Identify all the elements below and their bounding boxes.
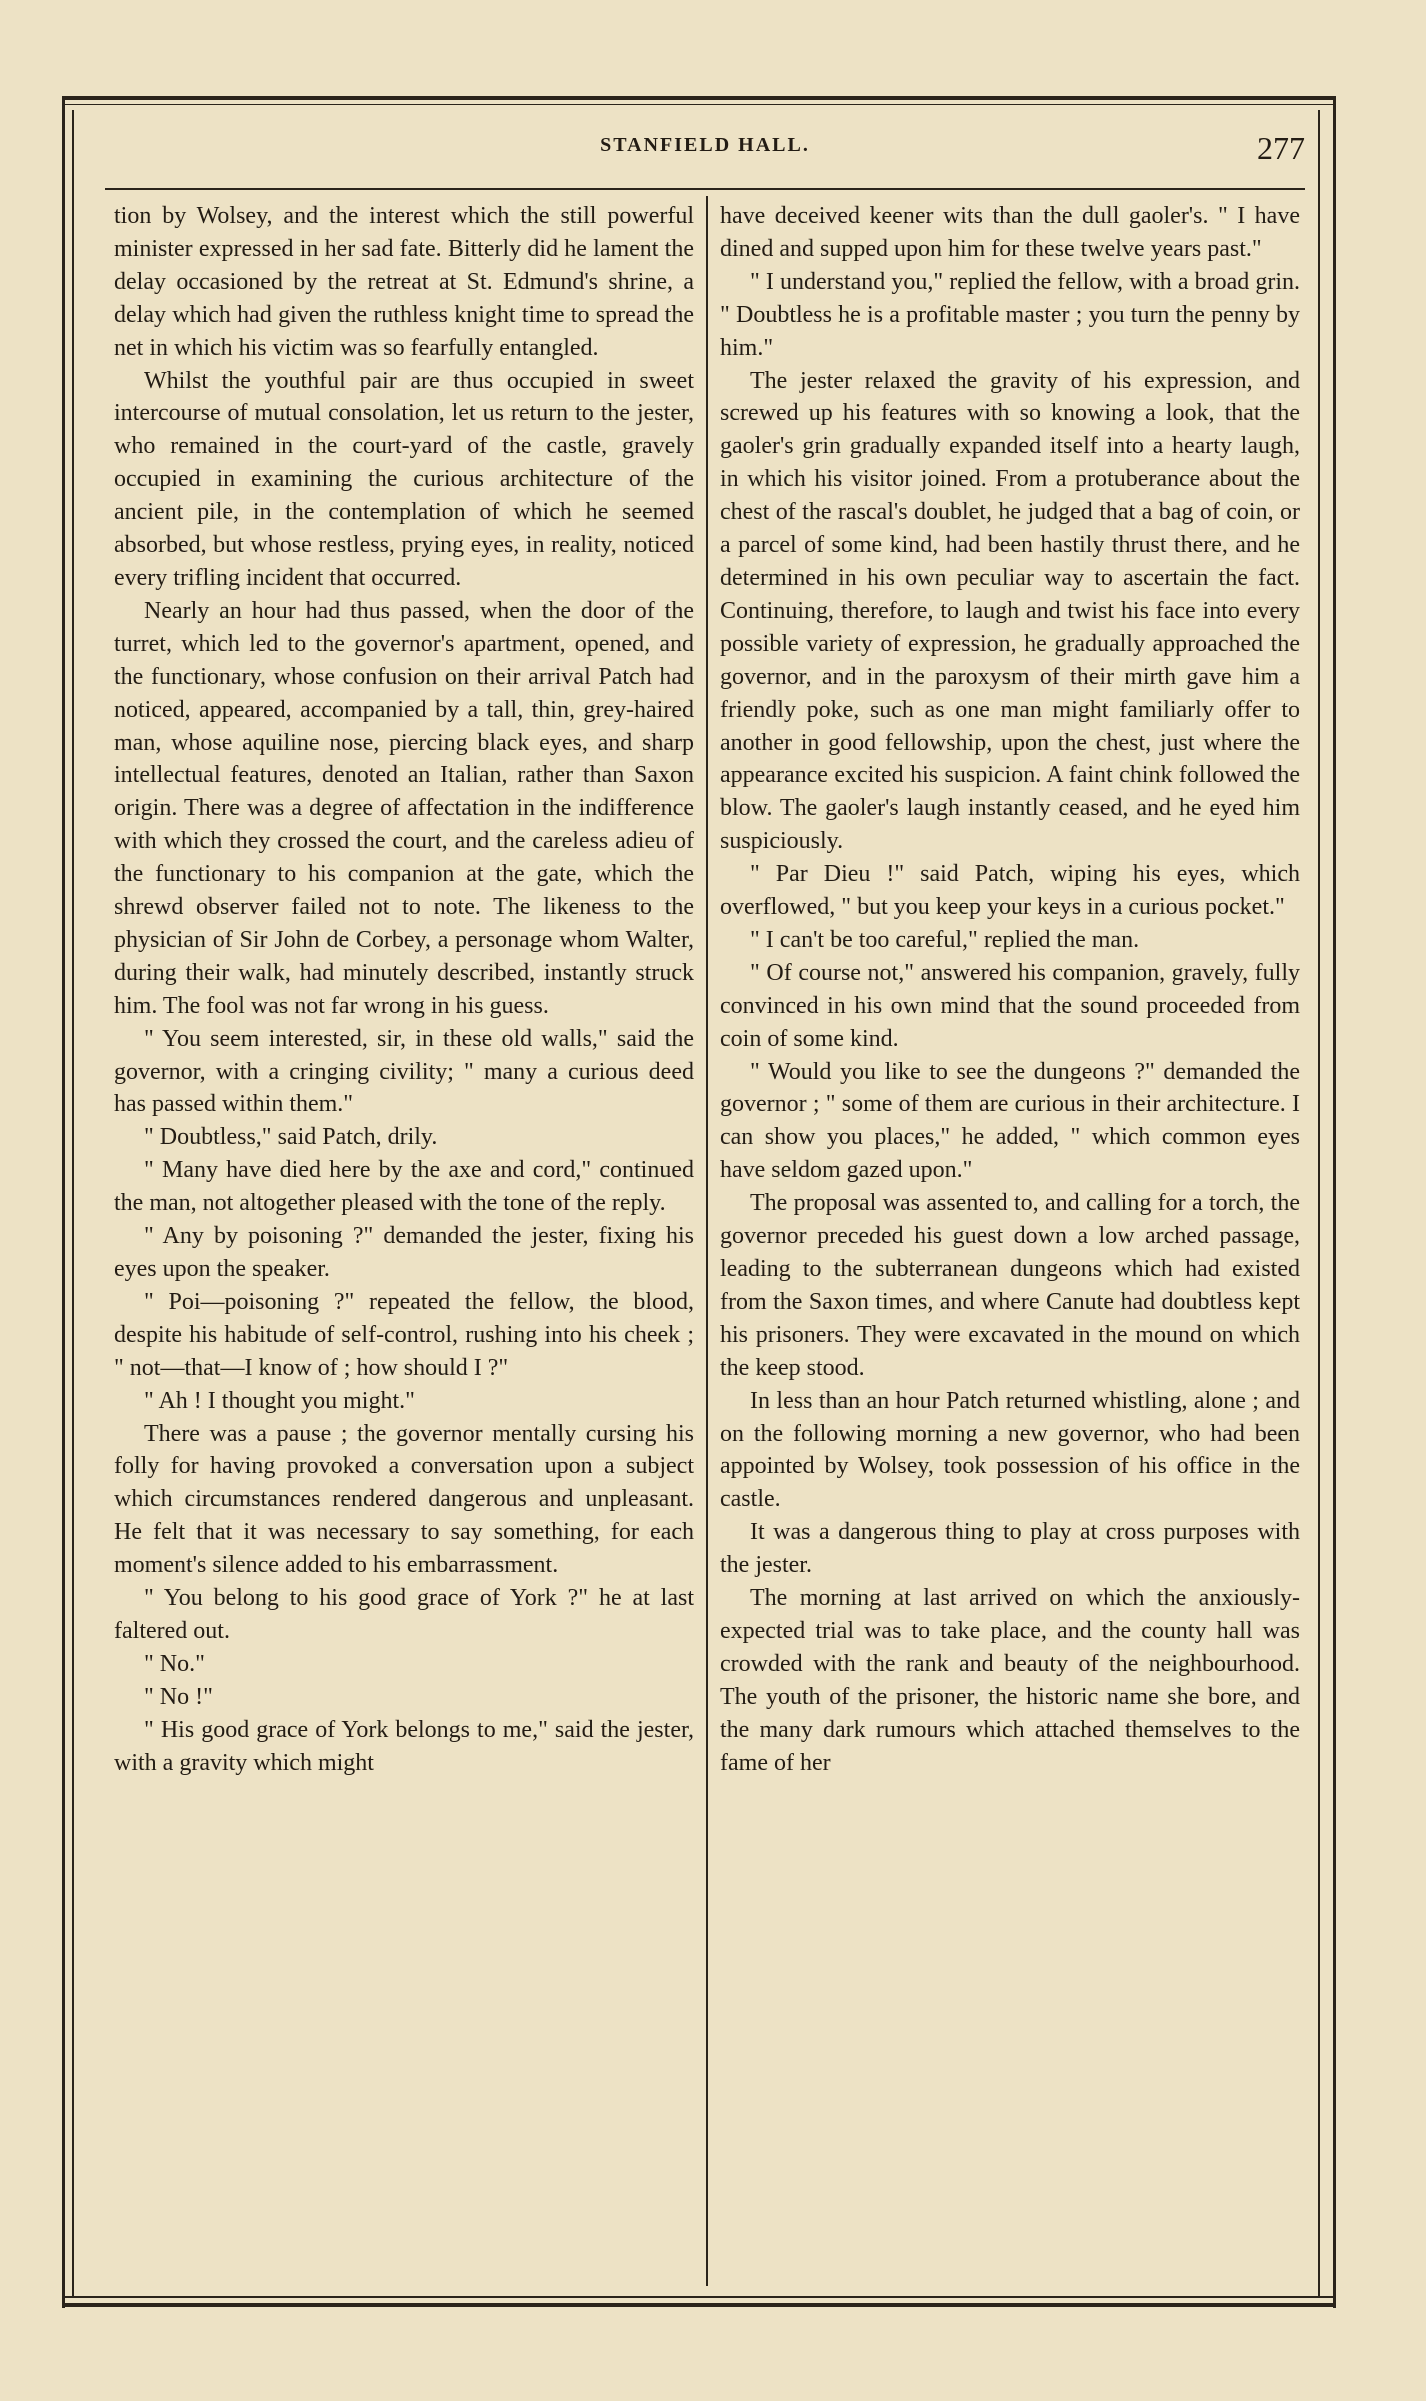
column-divider (706, 196, 708, 2286)
paragraph: " Many have died here by the axe and cord," continued the man, not altogether pleased with the tone of the reply. (114, 1157, 694, 1217)
page-border-left-inner (72, 110, 74, 2296)
paragraph: The jester relaxed the gravity of his expression, and screwed up his features with so knowing a look, that the gaoler's grin gradually expanded itself into a hearty laugh, in which his visitor joined. From a protuberance about the chest of the rascal's doublet, he judged that a bag of coin, or a parcel of some kind, had been hastily thrust there, and he determined in his own peculiar way to ascertain the fact. Continuing, therefore, to laugh and twist his face into every possible variety of expression, he gradually approached the governor, and in the paroxysm of their mirth gave him a friendly poke, such as one man might familiarly offer to another in good fellowship, upon the chest, just where the appearance excited his suspicion. A faint chink followed the blow. The gaoler's laugh instantly ceased, and he eyed him suspiciously. (720, 367, 1300, 855)
left-column (114, 200, 694, 1780)
paragraph: The morning at last arrived on which the anxiously-expected trial was to take place, and the county hall was crowded with the rank and beauty of the neighbourhood. The youth of the prisoner, the historic name she bore, and the many dark rumours which attached themselves to the fame of her (720, 1585, 1300, 1776)
paragraph: have deceived keener wits than the dull gaoler's. " I have dined and supped upon him for these twelve years past." (720, 203, 1300, 262)
paragraph: The proposal was assented to, and calling for a torch, the governor preceded his guest down a low arched passage, leading to the subterranean dungeons which had existed from the Saxon times, and where Canute had doubtless kept his prisoners. They were excavated in the mound on which the keep stood. (720, 1190, 1300, 1381)
paragraph: " No !" (144, 1683, 213, 1710)
page-header (105, 130, 1305, 180)
paragraph: " Par Dieu !" said Patch, wiping his eyes, which overflowed, " but you keep your keys in a curious pocket." (720, 861, 1300, 921)
paragraph: " I can't be too careful," replied the man. (750, 926, 1140, 953)
right-column (720, 200, 1300, 1780)
paragraph: tion by Wolsey, and the interest which the still powerful minister expressed in her sad fate. Bitterly did he lament the delay occasioned by the retreat at St. Edmund's shrine, a delay which had given the ruthless knight time to spread the net in which his victim was so fearfully entangled. (114, 203, 694, 361)
page-border-bottom-inner (62, 2296, 1336, 2298)
header-rule (105, 188, 1305, 190)
paragraph: " Of course not," answered his companion, gravely, fully convinced in his own mind that the sound proceeded from coin of some kind. (720, 959, 1300, 1052)
running-head: STANFIELD HALL. (600, 134, 810, 156)
paragraph: " His good grace of York belongs to me," said the jester, with a gravity which might (114, 1716, 694, 1776)
paragraph: There was a pause ; the governor mentally cursing his folly for having provoked a conversation upon a subject which circumstances rendered dangerous and unpleasant. He felt that it was necessary to say something, for each moment's silence added to his embarrassment. (114, 1420, 694, 1579)
page-border-right-inner (1318, 110, 1320, 2296)
paragraph: " Would you like to see the dungeons ?" demanded the governor ; " some of them are curious in their architecture. I can show you places," he added, " which common eyes have seldom gazed upon." (720, 1058, 1300, 1184)
page-border-bottom (62, 2303, 1336, 2307)
paragraph: " You seem interested, sir, in these old walls," said the governor, with a cringing civility; " many a curious deed has passed within them." (114, 1025, 694, 1118)
paragraph: Nearly an hour had thus passed, when the door of the turret, which led to the governor's apartment, opened, and the functionary, whose confusion on their arrival Patch had noticed, appeared, accompanied by a tall, thin, grey-haired man, whose aquiline nose, piercing black eyes, and sharp intellectual features, denoted an Italian, rather than Saxon origin. There was a degree of affectation in the indifference with which they crossed the court, and the careless adieu of the functionary to his companion at the gate, which the shrewd observer failed not to note. The likeness to the physician of Sir John de Corbey, a personage whom Walter, during their walk, had minutely described, instantly struck him. The fool was not far wrong in his guess. (114, 597, 694, 1019)
paragraph: " I understand you," replied the fellow, with a broad grin. " Doubtless he is a profitable master ; you turn the penny by him." (720, 268, 1300, 361)
paragraph: " Doubtless," said Patch, drily. (144, 1124, 438, 1151)
paragraph: " Any by poisoning ?" demanded the jester, fixing his eyes upon the speaker. (114, 1223, 694, 1282)
paragraph: " No." (144, 1650, 205, 1677)
paragraph: " Poi—poisoning ?" repeated the fellow, the blood, despite his habitude of self-control, rushing into his cheek ; " not—that—I know of ; how should I ?" (114, 1288, 694, 1381)
paragraph: It was a dangerous thing to play at cross purposes with the jester. (720, 1519, 1300, 1579)
paragraph: " Ah ! I thought you might." (144, 1387, 415, 1414)
paragraph: In less than an hour Patch returned whistling, alone ; and on the following morning a new governor, who had been appointed by Wolsey, took possession of his office in the castle. (720, 1387, 1300, 1513)
paragraph: Whilst the youthful pair are thus occupied in sweet intercourse of mutual consolation, let us return to the jester, who remained in the court-yard of the castle, gravely occupied in examining the curious architecture of the ancient pile, in the contemplation of which he seemed absorbed, but whose restless, prying eyes, in reality, noticed every trifling incident that occurred. (114, 367, 694, 591)
page-number: 277 (1257, 130, 1305, 166)
paragraph: " You belong to his good grace of York ?" he at last faltered out. (114, 1585, 694, 1644)
